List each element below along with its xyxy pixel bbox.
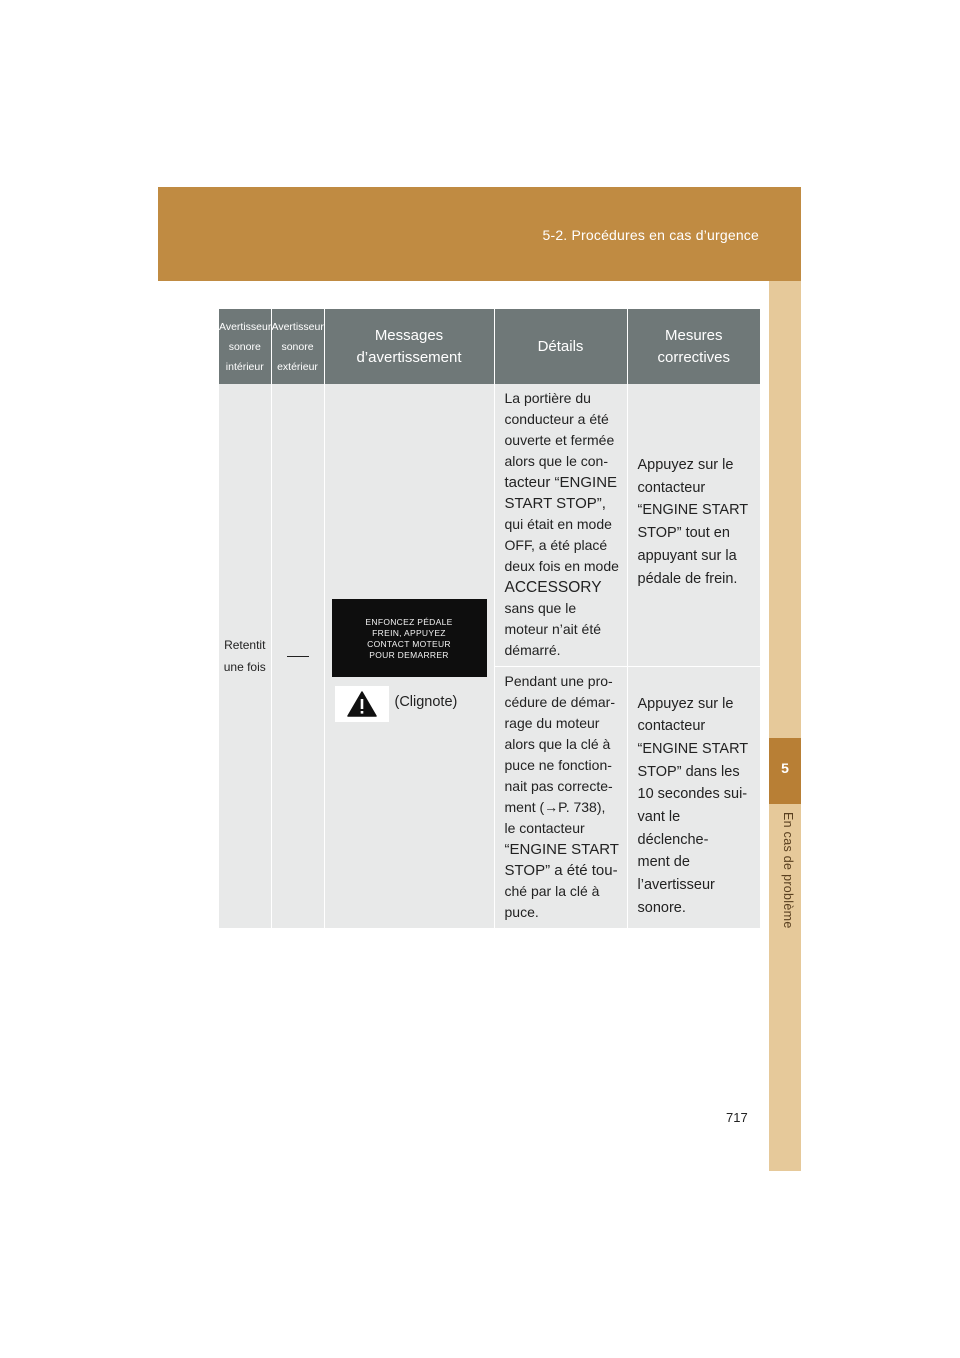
header-text: d’avertissement — [356, 348, 462, 366]
header-text: extérieur — [277, 360, 318, 373]
header-text: sonore — [281, 340, 314, 353]
cell-text: Retentit — [224, 637, 266, 652]
header-text: Mesures — [664, 326, 723, 344]
detail-line: conducteur a été — [504, 411, 609, 428]
header-text: intérieur — [225, 360, 264, 373]
detail-line: tacteur “ENGINE — [504, 474, 618, 492]
header-details — [494, 309, 627, 384]
measure-line: STOP” tout en — [637, 525, 730, 542]
warning-triangle-icon — [335, 686, 389, 722]
detail-line: puce. — [504, 904, 539, 920]
interior-buzzer-cell — [219, 384, 271, 928]
detail-cell-2 — [494, 666, 627, 928]
measure-line: “ENGINE START — [637, 740, 749, 757]
chapter-number: 5 — [781, 760, 789, 776]
detail-line: rage du moteur — [504, 715, 600, 731]
detail-line: nait pas correcte- — [504, 778, 613, 794]
measure-line: vant le déclenche- — [637, 809, 709, 848]
section-title: 5-2. Procédures en cas d’urgence — [542, 227, 759, 243]
detail-line: alors que le con- — [504, 453, 609, 470]
display-line: ENFONCEZ PÉDALE — [365, 617, 453, 627]
detail-line: ché par la clé à — [504, 883, 600, 899]
detail-line: puce ne fonction- — [504, 757, 612, 773]
detail-line: ouverte et fermée — [504, 432, 615, 449]
display-line: FREIN, APPUYEZ — [372, 628, 446, 638]
detail-line: deux fois en mode — [504, 558, 619, 575]
page-number: 717 — [726, 1110, 748, 1125]
detail-line: qui était en mode — [504, 516, 612, 533]
blink-label: (Clignote) — [394, 694, 458, 710]
detail-line: STOP” a été tou- — [504, 862, 618, 879]
display-line: CONTACT MOTEUR — [367, 639, 451, 649]
header-text: sonore — [228, 340, 261, 353]
measure-line: “ENGINE START — [637, 502, 749, 519]
detail-line: ment (→P. 738), — [504, 799, 606, 815]
header-interior-buzzer — [219, 309, 271, 384]
detail-line: sans que le — [504, 600, 577, 617]
header-messages — [324, 309, 494, 384]
header-text: Messages — [374, 326, 444, 344]
header-text: correctives — [657, 348, 731, 366]
detail-line: La portière du — [504, 390, 591, 407]
exterior-buzzer-cell — [271, 384, 324, 928]
measure-line: STOP” dans les — [637, 763, 740, 780]
detail-line: OFF, a été placé — [504, 537, 608, 554]
table-row — [219, 384, 760, 666]
detail-line: moteur n’ait été — [504, 621, 601, 638]
cell-text: une fois — [223, 659, 266, 674]
header-band — [158, 187, 801, 281]
detail-line: alors que la clé à — [504, 736, 611, 752]
detail-line: Pendant une pro- — [504, 673, 613, 689]
measure-line: l’avertisseur — [637, 877, 715, 894]
message-cell — [324, 384, 494, 928]
measure-cell-2 — [627, 666, 760, 928]
measure-line: contacteur — [637, 479, 706, 496]
display-line: POUR DEMARRER — [369, 650, 449, 660]
measure-line: Appuyez sur le — [637, 457, 734, 473]
detail-line: cédure de démar- — [504, 694, 616, 710]
measure-line: appuyant sur la — [637, 547, 737, 564]
measure-line: sonore. — [637, 899, 686, 916]
detail-line: “ENGINE START — [504, 841, 619, 858]
measure-line: ment de — [637, 854, 690, 871]
chapter-tab — [769, 738, 801, 804]
display-message-screen — [332, 599, 487, 677]
detail-line: démarré. — [504, 642, 561, 659]
measure-line: contacteur — [637, 718, 706, 735]
chapter-title: En cas de problème — [781, 812, 795, 929]
detail-line: START STOP”, — [504, 495, 606, 513]
header-measures — [627, 309, 760, 384]
measure-cell-1 — [627, 384, 760, 666]
header-text: Avertisseur — [219, 320, 272, 333]
dash — [287, 656, 309, 657]
header-text: Détails — [537, 337, 584, 355]
header-text: Avertisseur — [271, 320, 324, 333]
header-exterior-buzzer — [271, 309, 324, 384]
side-strip — [769, 281, 801, 1171]
measure-line: Appuyez sur le — [637, 695, 734, 712]
detail-cell-1 — [494, 384, 627, 666]
detail-line: le contacteur — [504, 820, 585, 836]
measure-line: 10 secondes sui- — [637, 786, 748, 803]
measure-line: pédale de frein. — [637, 570, 738, 587]
warning-table — [219, 309, 760, 929]
table-header-row — [219, 309, 760, 384]
detail-line: ACCESSORY — [504, 579, 602, 597]
